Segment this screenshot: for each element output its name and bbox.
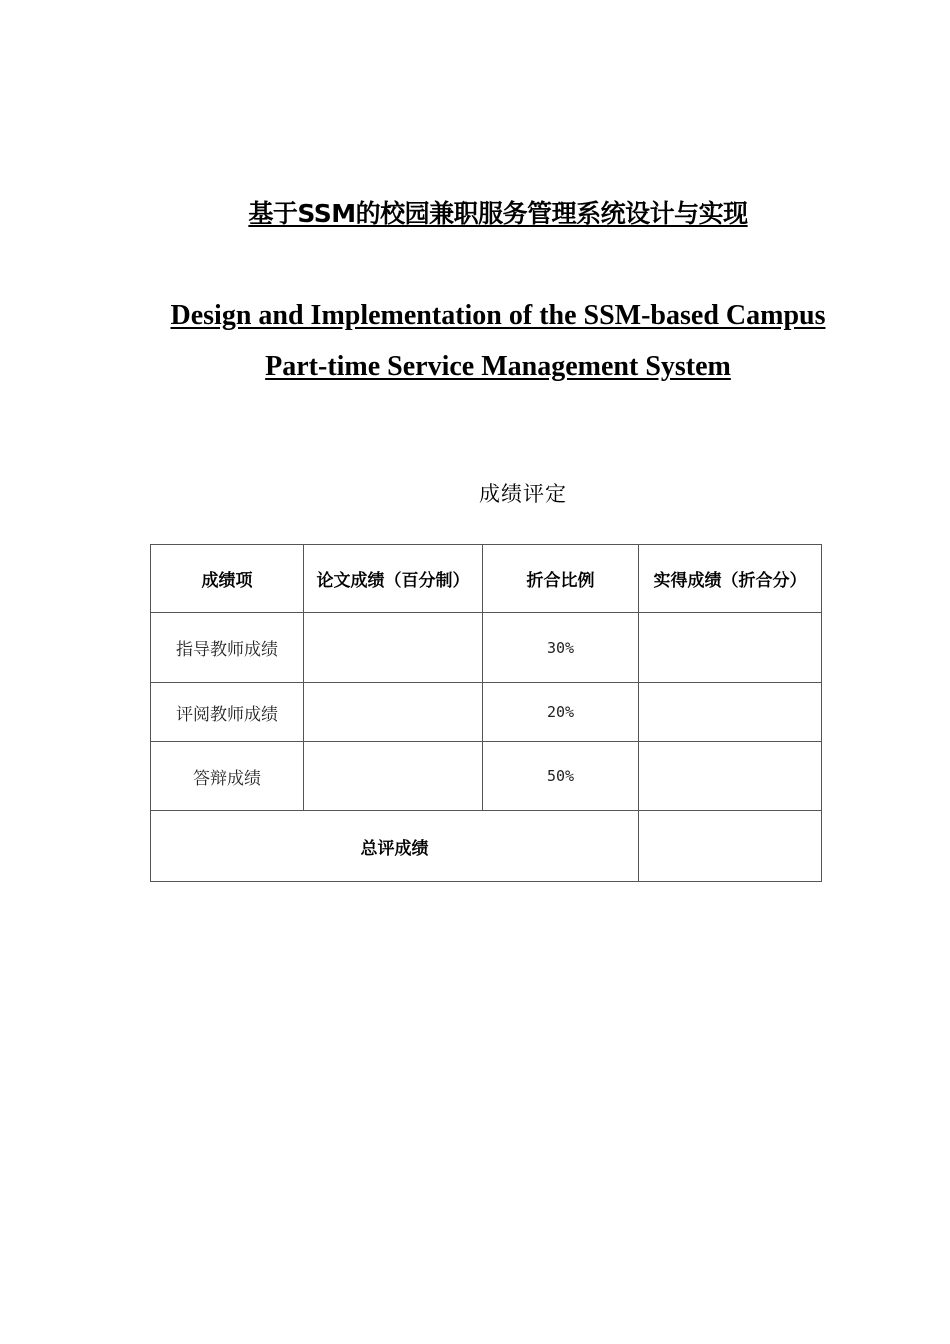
section-title: 成绩评定 <box>479 482 567 506</box>
row-final-cell <box>639 742 822 811</box>
header-score: 论文成绩（百分制） <box>304 545 483 613</box>
header-final: 实得成绩（折合分） <box>639 545 822 613</box>
header-item: 成绩项 <box>151 545 304 613</box>
chinese-title: 基于SSM的校园兼职服务管理系统设计与实现 <box>248 199 748 228</box>
total-row <box>151 811 822 882</box>
table-row <box>151 613 822 683</box>
row-final-cell <box>639 613 822 683</box>
total-label: 总评成绩 <box>151 811 639 882</box>
row-score-cell <box>304 613 483 683</box>
row-item-label: 答辩成绩 <box>151 742 304 811</box>
row-item-label: 评阅教师成绩 <box>151 683 304 742</box>
grade-table <box>150 544 822 882</box>
row-score-cell <box>304 742 483 811</box>
row-ratio-cell: 20% <box>483 683 639 742</box>
row-item-label: 指导教师成绩 <box>151 613 304 683</box>
table-row <box>151 683 822 742</box>
table-header-row <box>151 545 822 613</box>
header-ratio: 折合比例 <box>483 545 639 613</box>
row-final-cell <box>639 683 822 742</box>
english-title <box>0 290 950 392</box>
table-row <box>151 742 822 811</box>
english-title-line-1: Design and Implementation of the SSM-based Campus <box>170 300 826 331</box>
row-ratio-cell: 50% <box>483 742 639 811</box>
total-value-cell <box>639 811 822 882</box>
row-ratio-cell: 30% <box>483 613 639 683</box>
row-score-cell <box>304 683 483 742</box>
english-title-line-2: Part-time Service Management System <box>265 351 731 382</box>
